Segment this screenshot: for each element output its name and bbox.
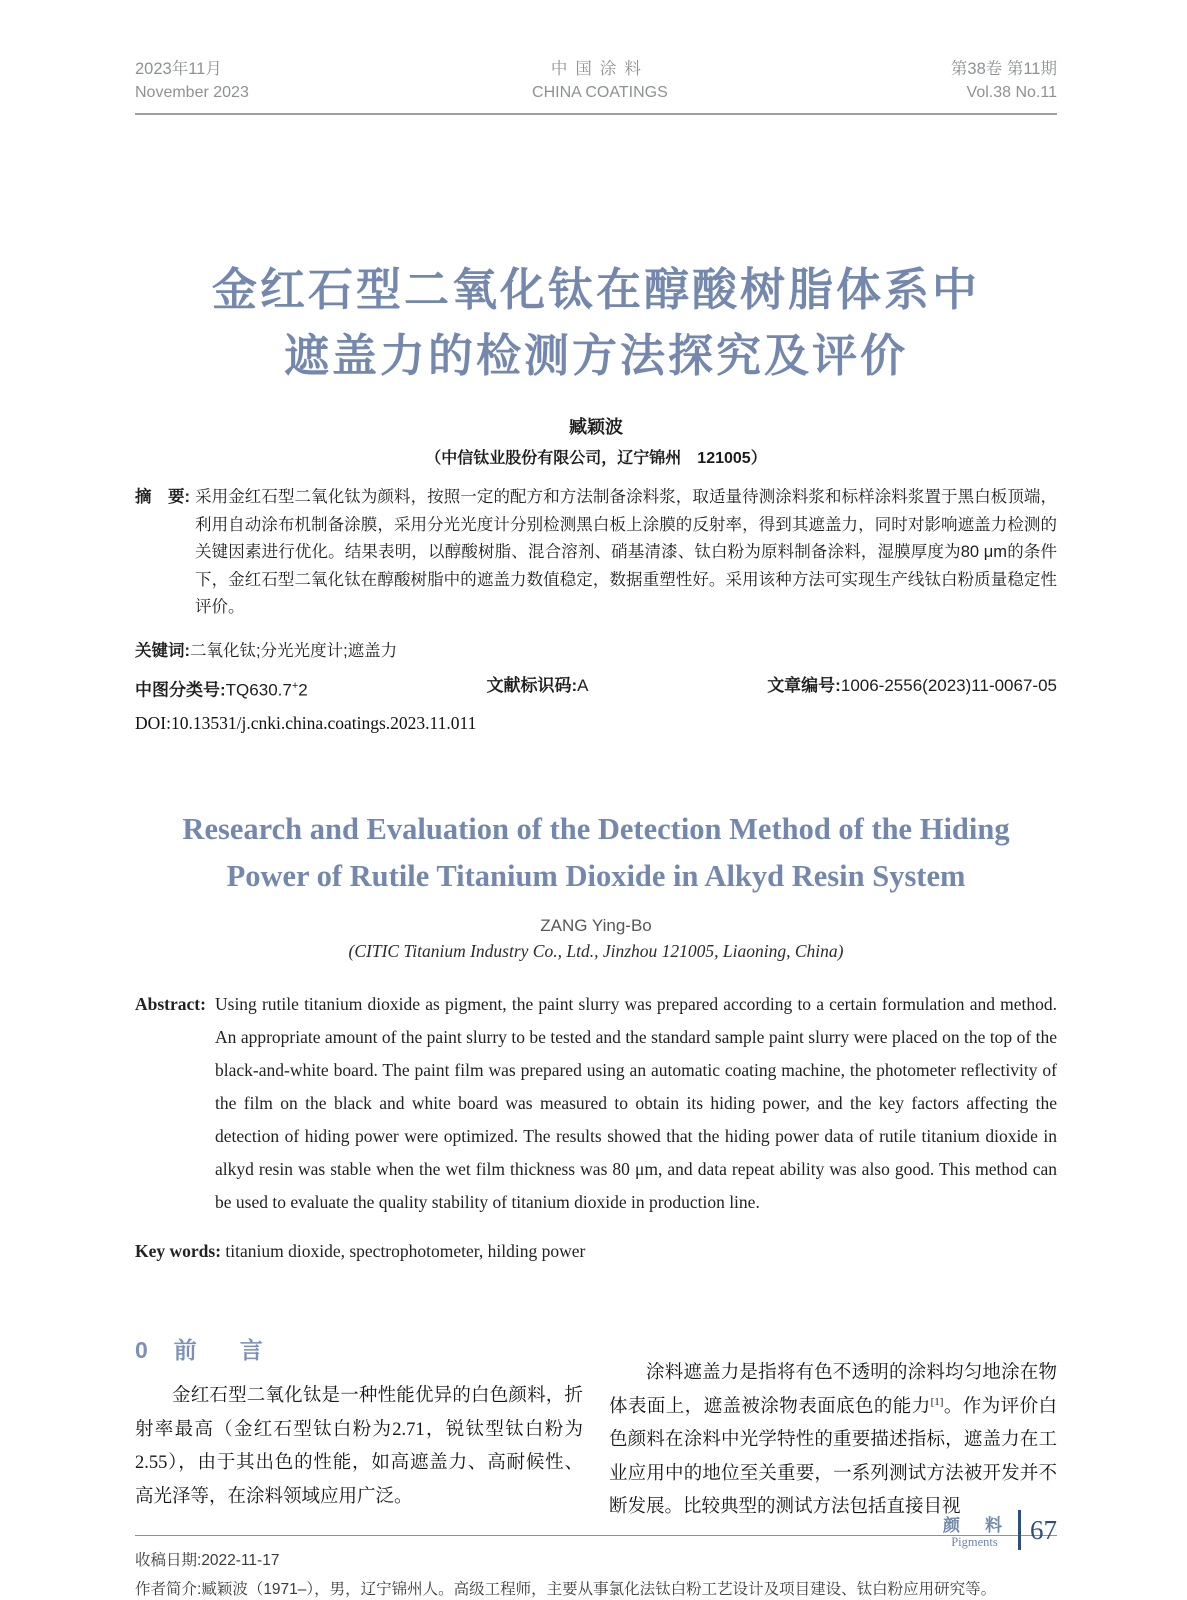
footer-category-en: Pigments — [951, 1534, 998, 1549]
footer-category-cn: 颜 料 — [943, 1515, 1006, 1535]
abstract-en-label: Abstract: — [135, 993, 206, 1014]
article-title-cn-line2: 遮盖力的检测方法探究及评价 — [283, 330, 908, 381]
header-date-en: November 2023 — [135, 84, 249, 101]
article-title-cn — [135, 257, 1057, 389]
header-issue — [951, 58, 1057, 104]
column-left — [135, 1332, 583, 1525]
article-title-cn-line1: 金红石型二氧化钛在醇酸树脂体系中 — [211, 264, 980, 315]
abstract-cn-label: 摘 要: — [135, 488, 190, 506]
abstract-en — [135, 988, 1057, 1219]
doc-code-label: 文献标识码: — [486, 676, 578, 695]
author-en: ZANG Ying-Bo — [540, 915, 652, 935]
column-right — [609, 1332, 1057, 1525]
intro-paragraph-right — [609, 1357, 1057, 1525]
body-columns — [135, 1332, 1057, 1525]
header-journal-cn: 中国涂料 — [550, 60, 649, 78]
header-issue-en: Vol.38 No.11 — [966, 84, 1057, 101]
author-bio-text: 臧颖波（1971–），男，辽宁锦州人。高级工程师，主要从事氯化法钛白粉工艺设计及项目建设、钛白粉应用研究等。 — [201, 1580, 997, 1598]
received-date-label: 收稿日期: — [135, 1551, 202, 1569]
classification-row — [135, 673, 1057, 704]
article-id-label: 文章编号: — [767, 676, 841, 695]
footer-category — [943, 1511, 1006, 1550]
abstract-en-text: Using rutile titanium dioxide as pigment, the paint slurry was prepared according to a certain formulation and method. An appropriate amount of the paint slurry to be tested and the standard sample paint slurry were placed on the top of the black-and-white board. The paint film was prepared using an automatic coating machine, the photometer reflectivity of the film on the black and white board was measured to obtain its hiding power, and the key factors affecting the detection of hiding power were optimized. The results showed that the hiding power data of rutile titanium dioxide in alkyd resin was stable when the wet film thickness was 80 μm, and data repeat ability was also good. This method can be used to evaluate the quality stability of titanium dioxide in production line. — [215, 993, 1057, 1212]
clc-tail: 2 — [298, 680, 308, 700]
abstract-cn — [135, 484, 1057, 622]
header-journal-name — [532, 58, 668, 104]
section-0-title: 前 言 — [173, 1337, 273, 1364]
abstract-cn-text: 采用金红石型二氧化钛为颜料，按照一定的配方和方法制备涂料浆，取适量待测涂料浆和标样涂料浆置于黑白板顶端，利用自动涂布机制备涂膜，采用分光光度计分别检测黑白板上涂膜的反射率，得到其遮盖力，同时对影响遮盖力检测的关键因素进行优化。结果表明，以醇酸树脂、混合溶剂、硝基清漆、钛白粉为原料制备涂料，湿膜厚度为80 μm的条件下，金红石型二氧化钛在醇酸树脂中的遮盖力数值稳定，数据重塑性好。采用该种方法可实现生产线钛白粉质量稳定性评价。 — [195, 488, 1057, 616]
header-date — [135, 58, 249, 104]
clc-label: 中图分类号: — [135, 680, 226, 700]
received-date-value: 2022-11-17 — [201, 1551, 280, 1569]
keywords-cn-text: 二氧化钛;分光光度计;遮盖力 — [190, 642, 398, 660]
clc-number — [135, 673, 308, 704]
article-title-en: Research and Evaluation of the Detection Method of the Hiding Power of Rutile Titanium Dioxide in Alkyd Resin System — [182, 811, 1010, 893]
page-footer — [943, 1510, 1057, 1550]
keywords-en — [135, 1236, 1057, 1266]
reference-1-marker: [1] — [930, 1395, 944, 1408]
author-bio-label: 作者简介: — [135, 1580, 202, 1598]
header-journal-en: CHINA COATINGS — [532, 84, 668, 101]
keywords-en-label: Key words: — [135, 1241, 222, 1262]
keywords-en-text: titanium dioxide, spectrophotometer, hilding power — [225, 1241, 586, 1262]
header-date-cn: 2023年11月 — [135, 60, 222, 78]
article-id-value: 1006-2556(2023)11-0067-05 — [840, 676, 1057, 695]
affiliation-en: (CITIC Titanium Industry Co., Ltd., Jinzhou 121005, Liaoning, China) — [348, 940, 844, 961]
received-date-line — [135, 1546, 1057, 1575]
page-number: 67 — [1030, 1514, 1057, 1545]
keywords-cn-label: 关键词: — [135, 642, 190, 660]
author-bio-line — [135, 1575, 1057, 1600]
clc-base: TQ630.7 — [225, 680, 292, 700]
doc-code — [486, 673, 588, 704]
keywords-cn — [135, 638, 1057, 665]
intro-right-text-1: 涂料遮盖力是指将有色不透明的涂料均匀地涂在物体表面上，遮盖被涂物表面底色的能力 — [609, 1363, 1057, 1417]
header-issue-cn: 第38卷 第11期 — [950, 60, 1057, 78]
doi: DOI:10.13531/j.cnki.china.coatings.2023.11.011 — [135, 712, 477, 733]
section-0-heading — [135, 1332, 583, 1365]
intro-right-text-2: 。作为评价白色颜料在涂料中光学特性的重要描述指标，遮盖力在工业应用中的地位至关重要，一系列测试方法被开发并不断发展。比较典型的测试方法包括直接目视 — [609, 1396, 1057, 1518]
intro-paragraph-left: 金红石型二氧化钛是一种性能优异的白色颜料，折射率最高（金红石型钛白粉为2.71，锐钛型钛白粉为2.55），由于其出色的性能，如高遮盖力、高耐候性、高光泽等，在涂料领域应用广泛。 — [135, 1386, 583, 1507]
affiliation-cn: （中信钛业股份有限公司，辽宁锦州 121005） — [425, 450, 767, 467]
article-id — [767, 673, 1057, 704]
section-0-number: 0 — [135, 1337, 148, 1364]
clc-superscript: + — [291, 680, 299, 692]
doc-code-value: A — [577, 676, 589, 695]
journal-header — [135, 0, 1057, 115]
footer-divider-bar — [1018, 1510, 1021, 1550]
footnotes — [135, 1535, 1057, 1600]
author-cn: 臧颖波 — [569, 417, 623, 437]
